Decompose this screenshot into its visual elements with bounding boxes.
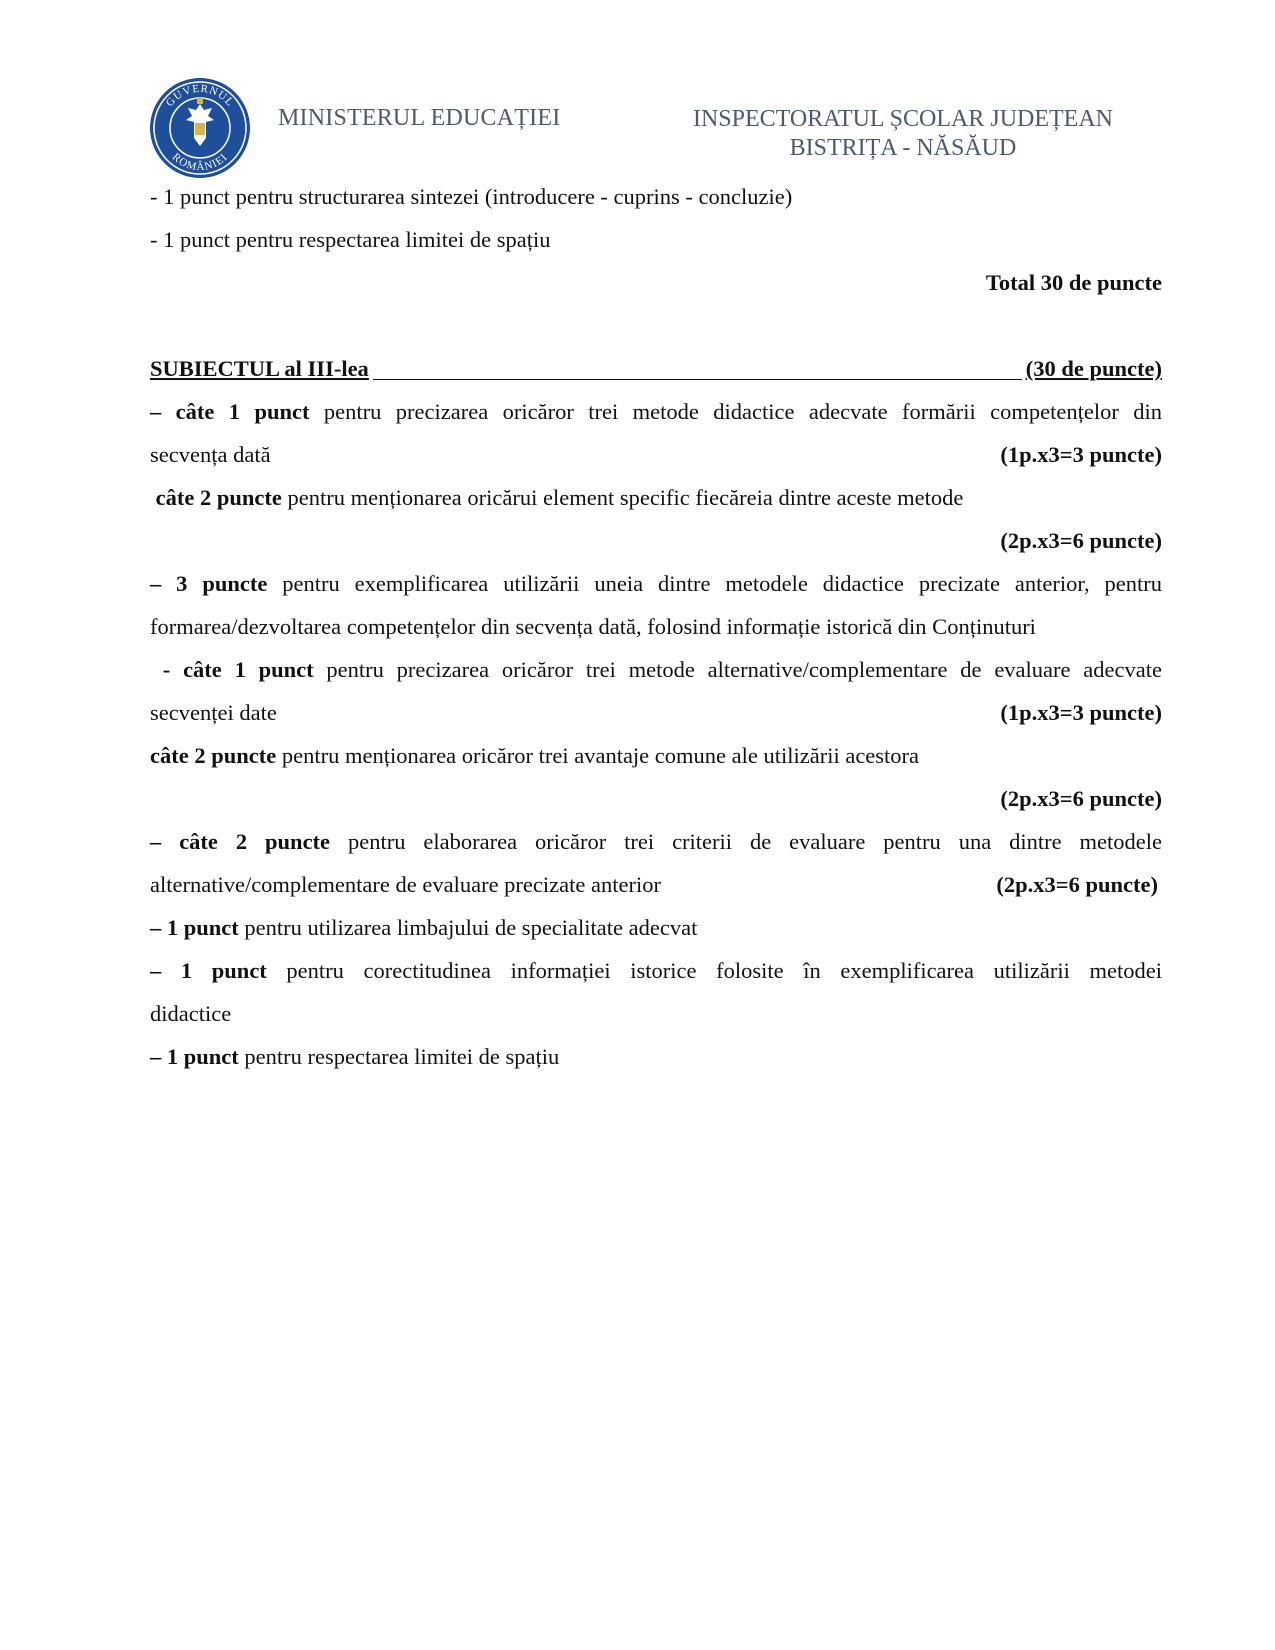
list-item: – câte 2 puncte pentru elaborarea oricăror trei criterii de evaluare pentru una dintre metodele xyxy=(150,829,1162,854)
score: (2p.x3=6 puncte) xyxy=(996,872,1158,897)
government-seal-icon xyxy=(148,76,252,180)
list-item-continuation: alternative/complementare de evaluare precizate anterior (2p.x3=6 puncte) xyxy=(150,863,1162,906)
document-body xyxy=(150,175,1162,1078)
svg-text:ROMÂNIEI: ROMÂNIEI xyxy=(169,151,231,174)
inspectorate-line1: INSPECTORATUL ȘCOLAR JUDEȚEAN xyxy=(692,106,1114,132)
score: (2p.x3=6 puncte) xyxy=(1000,528,1162,553)
letterhead xyxy=(148,76,1148,180)
list-item-continuation: formarea/dezvoltarea competențelor din secvența dată, folosind informație istorică din Conținuturi xyxy=(150,614,1036,639)
total-score: Total 30 de puncte xyxy=(985,270,1162,295)
list-item-continuation: secvența dată (1p.x3=3 puncte) xyxy=(150,433,1162,476)
score: (1p.x3=3 puncte) xyxy=(1000,442,1162,467)
list-item: câte 2 puncte pentru menționarea oricăror trei avantaje comune ale utilizării acestora xyxy=(150,743,920,768)
list-item: câte 2 puncte pentru menționarea oricărui element specific fiecăreia dintre aceste metode xyxy=(150,485,964,510)
list-item: - 1 punct pentru structurarea sintezei (introducere - cuprins - concluzie) xyxy=(150,184,793,209)
svg-text:GUVERNUL: GUVERNUL xyxy=(163,82,237,110)
list-item-continuation: didactice xyxy=(150,1001,232,1026)
list-item: – câte 1 punct pentru precizarea oricăror trei metode didactice adecvate formării competențelor din xyxy=(150,399,1162,424)
list-item: – 3 puncte pentru exemplificarea utilizării uneia dintre metodele didactice precizate anterior, pentru xyxy=(150,571,1162,596)
score: (1p.x3=3 puncte) xyxy=(1000,700,1162,725)
list-item: - câte 1 punct pentru precizarea oricăror trei metode alternative/complementare de evaluare adecvate xyxy=(150,657,1162,682)
inspectorate-name xyxy=(668,105,1138,163)
list-item-continuation: secvenței date (1p.x3=3 puncte) xyxy=(150,691,1162,734)
list-item: – 1 punct pentru corectitudinea informației istorice folosite în exemplificarea utilizării metodei xyxy=(150,958,1162,983)
ministry-name: MINISTERUL EDUCAȚIEI xyxy=(278,105,561,131)
list-item: – 1 punct pentru respectarea limitei de spațiu xyxy=(150,1044,560,1069)
section-points: (30 de puncte) xyxy=(1025,356,1162,381)
list-item: – 1 punct pentru utilizarea limbajului de specialitate adecvat xyxy=(150,915,698,940)
inspectorate-line2: BISTRIȚA - NĂSĂUD xyxy=(789,135,1017,161)
score: (2p.x3=6 puncte) xyxy=(1000,786,1162,811)
section-title-text: SUBIECTUL al III-lea xyxy=(150,356,369,381)
section-title xyxy=(150,347,1162,390)
list-item: - 1 punct pentru respectarea limitei de spațiu xyxy=(150,227,551,252)
